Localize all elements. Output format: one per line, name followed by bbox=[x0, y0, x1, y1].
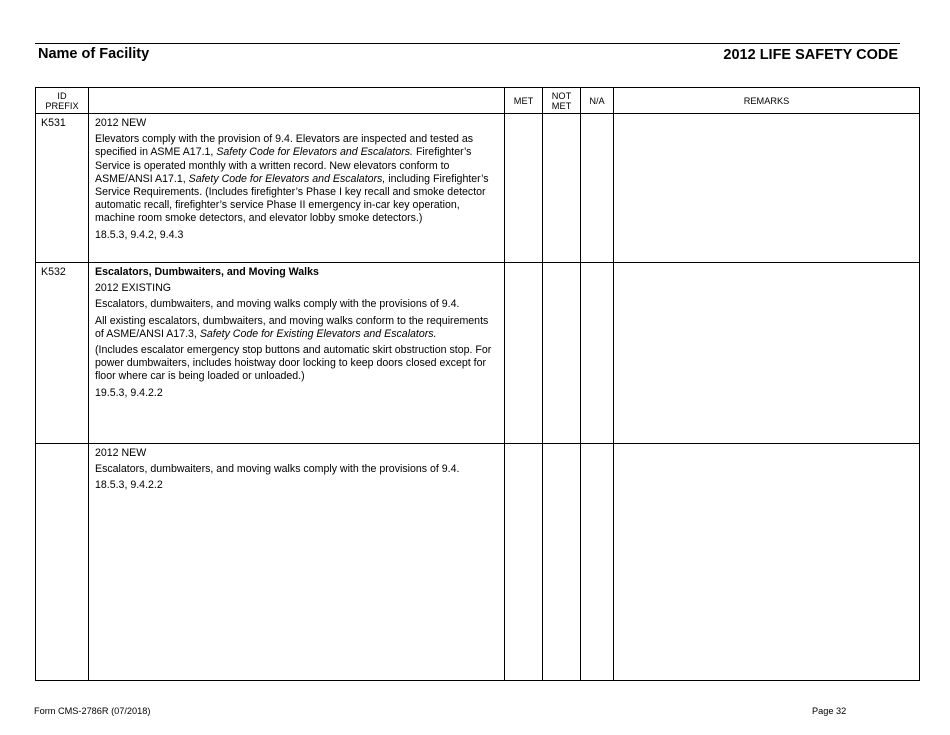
text-run: Elevators comply with the provision of 9.4. Elevators are inspected and tested as specified in ASME A17.1, bbox=[95, 133, 474, 159]
row-id: K532 bbox=[36, 263, 89, 444]
header-rule bbox=[35, 43, 900, 44]
na-cell[interactable] bbox=[581, 114, 614, 263]
row-paragraph: Escalators, dumbwaiters, and moving walks comply with the provisions of 9.4. bbox=[95, 463, 460, 476]
met-header: MET bbox=[505, 88, 543, 114]
met-cell[interactable] bbox=[505, 444, 543, 681]
page-number: Page 32 bbox=[812, 706, 847, 716]
table-header-row bbox=[36, 88, 920, 114]
text-run: including Firefighter’s Service Requirements. (Includes firefighter’s Phase I key recall and smoke detector automatic recall, firefighter’s service Phase II emergency in-car key operation, machine room smoke detectors, and elevator lobby smoke detectors.) bbox=[95, 172, 489, 225]
row-references: 18.5.3, 9.4.2.2 bbox=[95, 479, 163, 492]
not-met-cell[interactable] bbox=[543, 114, 581, 263]
row-paragraph: Escalators, dumbwaiters, and moving walks comply with the provisions of 9.4. bbox=[95, 298, 460, 311]
row-heading: 2012 NEW bbox=[95, 117, 147, 129]
not-met-cell[interactable] bbox=[543, 444, 581, 681]
not-met-line2: MET bbox=[551, 100, 572, 111]
row-references: 18.5.3, 9.4.2, 9.4.3 bbox=[95, 228, 184, 241]
row-description bbox=[89, 444, 505, 681]
row-description bbox=[89, 263, 505, 444]
remarks-cell[interactable] bbox=[614, 263, 920, 444]
text-run: All existing escalators, dumbwaiters, and moving walks conform to the requirements of ASME/ANSI A17.3, bbox=[95, 314, 489, 340]
not-met-cell[interactable] bbox=[543, 263, 581, 444]
row-title: Escalators, Dumbwaiters, and Moving Walks bbox=[95, 266, 319, 278]
not-met-line1: NOT bbox=[551, 90, 572, 101]
id-header-line1: ID bbox=[57, 90, 67, 101]
id-prefix-header bbox=[36, 88, 89, 114]
checklist-table bbox=[35, 87, 920, 681]
table-row bbox=[36, 263, 920, 444]
row-paragraph bbox=[95, 133, 498, 225]
remarks-header: REMARKS bbox=[614, 88, 920, 114]
row-paragraph: (Includes escalator emergency stop buttons and automatic skirt obstruction stop. For power dumbwaiters, includes hoistway door locking to keep doors closed except for floor where car is being loaded or unloaded.) bbox=[95, 344, 492, 383]
form-number: Form CMS-2786R (07/2018) bbox=[34, 706, 151, 716]
row-id bbox=[36, 444, 89, 681]
code-title: 2012 LIFE SAFETY CODE bbox=[723, 47, 898, 63]
met-cell[interactable] bbox=[505, 263, 543, 444]
table-row bbox=[36, 444, 920, 681]
remarks-cell[interactable] bbox=[614, 444, 920, 681]
row-heading: 2012 EXISTING bbox=[95, 282, 171, 295]
remarks-cell[interactable] bbox=[614, 114, 920, 263]
row-id: K531 bbox=[36, 114, 89, 263]
text-run: Firefighter’s Service is operated monthly with a written record. New elevators conform to ASME/ANSI A17.1, bbox=[95, 146, 472, 185]
table-row bbox=[36, 114, 920, 263]
na-cell[interactable] bbox=[581, 263, 614, 444]
na-cell[interactable] bbox=[581, 444, 614, 681]
facility-name-label: Name of Facility bbox=[38, 46, 150, 62]
row-description bbox=[89, 114, 505, 263]
id-header-line2: PREFIX bbox=[45, 100, 79, 111]
italic-citation: Safety Code for Elevators and Escalators, bbox=[188, 172, 386, 185]
met-cell[interactable] bbox=[505, 114, 543, 263]
description-header bbox=[89, 88, 505, 114]
italic-citation: Safety Code for Elevators and Escalators. bbox=[216, 146, 413, 159]
na-header: N/A bbox=[581, 88, 614, 114]
row-heading: 2012 NEW bbox=[95, 447, 147, 459]
italic-citation: Safety Code for Existing Elevators and Escalators. bbox=[199, 327, 437, 340]
row-references: 19.5.3, 9.4.2.2 bbox=[95, 386, 163, 399]
not-met-header bbox=[543, 88, 581, 114]
row-paragraph bbox=[95, 315, 498, 341]
